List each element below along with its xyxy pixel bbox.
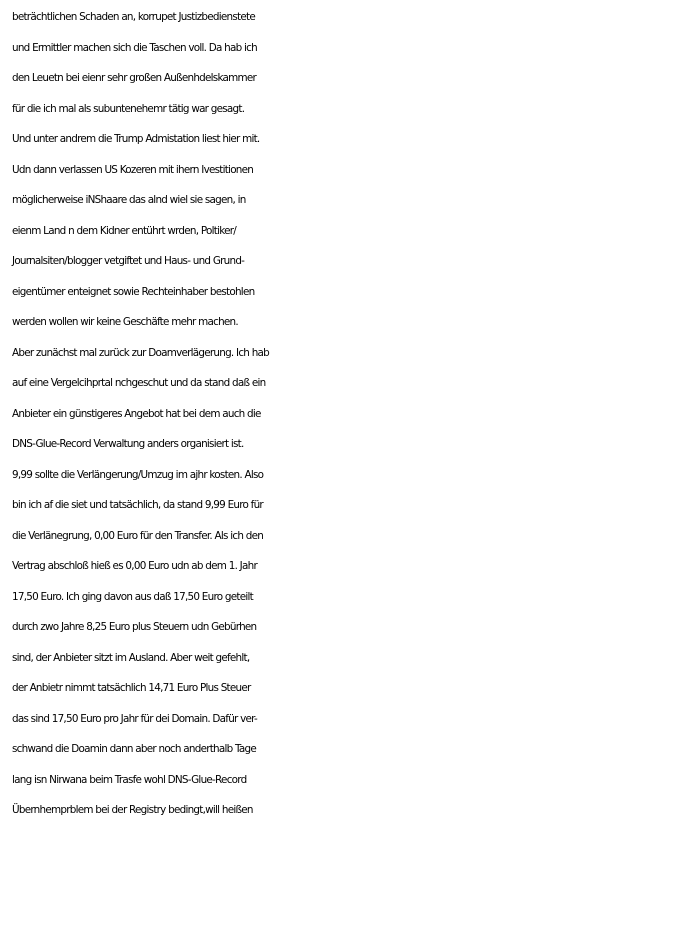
text-line: den Leuetn bei eienr sehr großen Außenhdelskammer [12, 72, 257, 84]
text-line: die Verlänegrung, 0,00 Euro für den Transfer. Als ich den [12, 529, 264, 542]
text-line: Aber zunächst mal zurück zur Doamverlägerung. Ich hab [12, 346, 269, 359]
text-line: DNS-Glue-Record Verwaltung anders organisiert ist. [12, 438, 244, 450]
text-line: Übernhemprblem bei der Registry bedingt,will heißen [12, 804, 253, 816]
text-line: durch zwo Jahre 8,25 Euro plus Steuern udn Gebürhen [12, 621, 257, 633]
text-line: lang isn Nirwana beim Trasfe wohl DNS-Glue-Record [12, 773, 247, 786]
text-line: der Anbietr nimmt tatsächlich 14,71 Euro Plus Steuer [12, 682, 251, 694]
text-line: eienm Land n dem Kidner entührt wrden, Poltiker/ [12, 224, 237, 237]
text-line: 17,50 Euro. Ich ging davon aus daß 17,50 Euro geteilt [12, 590, 253, 603]
text-line: werden wollen wir keine Geschäfte mehr machen. [12, 316, 238, 328]
text-line: beträchtlichen Schaden an, korrupet Justizbedienstete [12, 11, 255, 23]
text-line: das sind 17,50 Euro pro Jahr für dei Domain. Dafür ver- [12, 712, 258, 725]
text-line: eigentümer enteignet sowie Rechteinhaber bestohlen [12, 285, 255, 298]
body-text [12, 2, 680, 826]
text-line: Und unter andrem die Trump Admistation liest hier mit. [12, 133, 260, 145]
text-line: schwand die Doamin dann aber noch anderthalb Tage [12, 743, 257, 755]
text-line: Udn dann verlassen US Kozeren mit ihern Ivestitionen [12, 163, 254, 176]
text-line: auf eine Vergelcihprtal nchgeschut und da stand daß ein [12, 377, 266, 389]
text-line: 9,99 sollte die Verlängerung/Umzug im ajhr kosten. Also [12, 468, 264, 481]
text-line: Journalsiten/blogger vetgiftet und Haus- und Grund- [12, 255, 245, 267]
text-line: möglicherweise iNShaare das alnd wiel sie sagen, in [12, 194, 246, 206]
text-line: Anbieter ein günstigeres Angebot hat bei dem auch die [12, 407, 261, 420]
text-line: Vertrag abschloß hieß es 0,00 Euro udn ab dem 1. Jahr [12, 560, 257, 572]
text-line: und Ermittler machen sich die Taschen voll. Da hab ich [12, 41, 257, 54]
text-line: bin ich af die siet und tatsächlich, da stand 9,99 Euro für [12, 499, 263, 511]
text-line: für die ich mal als subuntenehemr tätig war gesagt. [12, 102, 245, 115]
text-line: sind, der Anbieter sitzt im Ausland. Aber weit gefehlt, [12, 651, 250, 664]
